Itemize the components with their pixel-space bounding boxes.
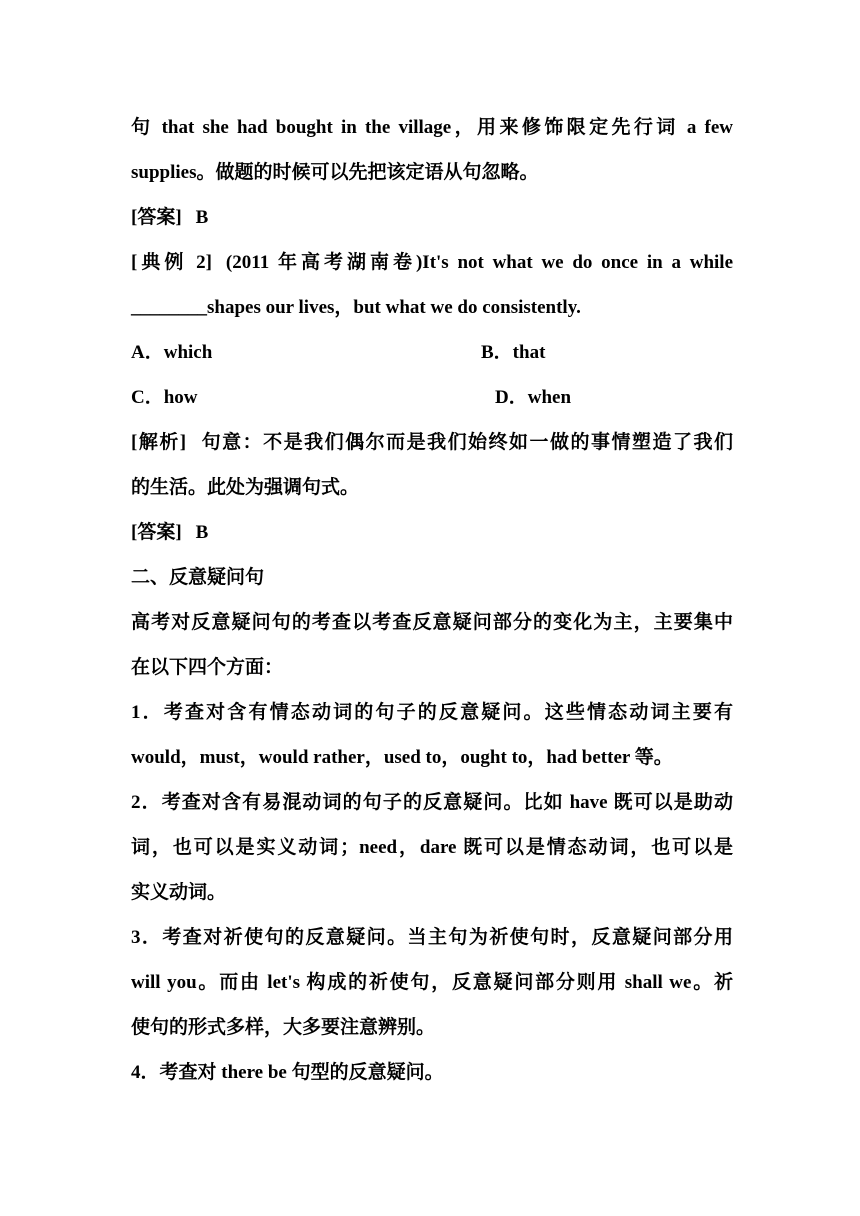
point-2-line: 词，也可以是实义动词；need，dare 既可以是情态动词，也可以是 — [131, 837, 733, 858]
answer-line-1 — [131, 205, 733, 231]
answer-value: B — [195, 522, 209, 543]
example-question-cont: shapes our lives，but what we do consistently. — [207, 297, 581, 318]
answer-tag: [答案] — [131, 207, 182, 228]
example-tag: [典例 2] — [131, 252, 212, 273]
point-2-line: 实义动词。 — [131, 882, 227, 903]
option-a: A．which — [131, 342, 213, 363]
answer-line-2 — [131, 520, 733, 546]
answer-tag: [答案] — [131, 522, 182, 543]
point-1-line: 1．考查对含有情态动词的句子的反意疑问。这些情态动词主要有 — [131, 702, 733, 723]
answer-blank: ________ — [131, 297, 207, 318]
text-line: 句 that she had bought in the village，用来修饰限定先行词 a few — [131, 117, 733, 138]
section-heading: 二、反意疑问句 — [131, 567, 265, 588]
text-line: 的生活。此处为强调句式。 — [131, 477, 360, 498]
point-3-line: 3．考查对祈使句的反意疑问。当主句为祈使句时，反意疑问部分用 — [131, 927, 733, 948]
example-question: (2011 年高考湖南卷)It's not what we do once in a while — [225, 252, 733, 273]
example-2-line — [131, 250, 733, 276]
analysis-tag: [解析] — [131, 432, 187, 453]
point-2-line: 2．考查对含有易混动词的句子的反意疑问。比如 have 既可以是助动 — [131, 792, 733, 813]
example-2-cont — [131, 295, 733, 321]
answer-value: B — [195, 207, 209, 228]
analysis-line — [131, 430, 733, 456]
text-line: 在以下四个方面： — [131, 657, 284, 678]
point-3-line: will you。而由 let's 构成的祈使句，反意疑问部分则用 shall we。祈 — [131, 972, 733, 993]
text-line: supplies。做题的时候可以先把该定语从句忽略。 — [131, 162, 539, 183]
text-line: 高考对反意疑问句的考查以考查反意疑问部分的变化为主，主要集中 — [131, 612, 733, 633]
option-d: D．when — [495, 387, 572, 408]
option-b: B．that — [481, 342, 546, 363]
point-1-line: would，must，would rather，used to，ought to，had better 等。 — [131, 747, 673, 768]
option-c: C．how — [131, 387, 198, 408]
point-3-line: 使句的形式多样，大多要注意辨别。 — [131, 1017, 436, 1038]
point-4-line: 4．考查对 there be 句型的反意疑问。 — [131, 1062, 444, 1083]
analysis-text: 句意：不是我们偶尔而是我们始终如一做的事情塑造了我们 — [200, 432, 733, 453]
